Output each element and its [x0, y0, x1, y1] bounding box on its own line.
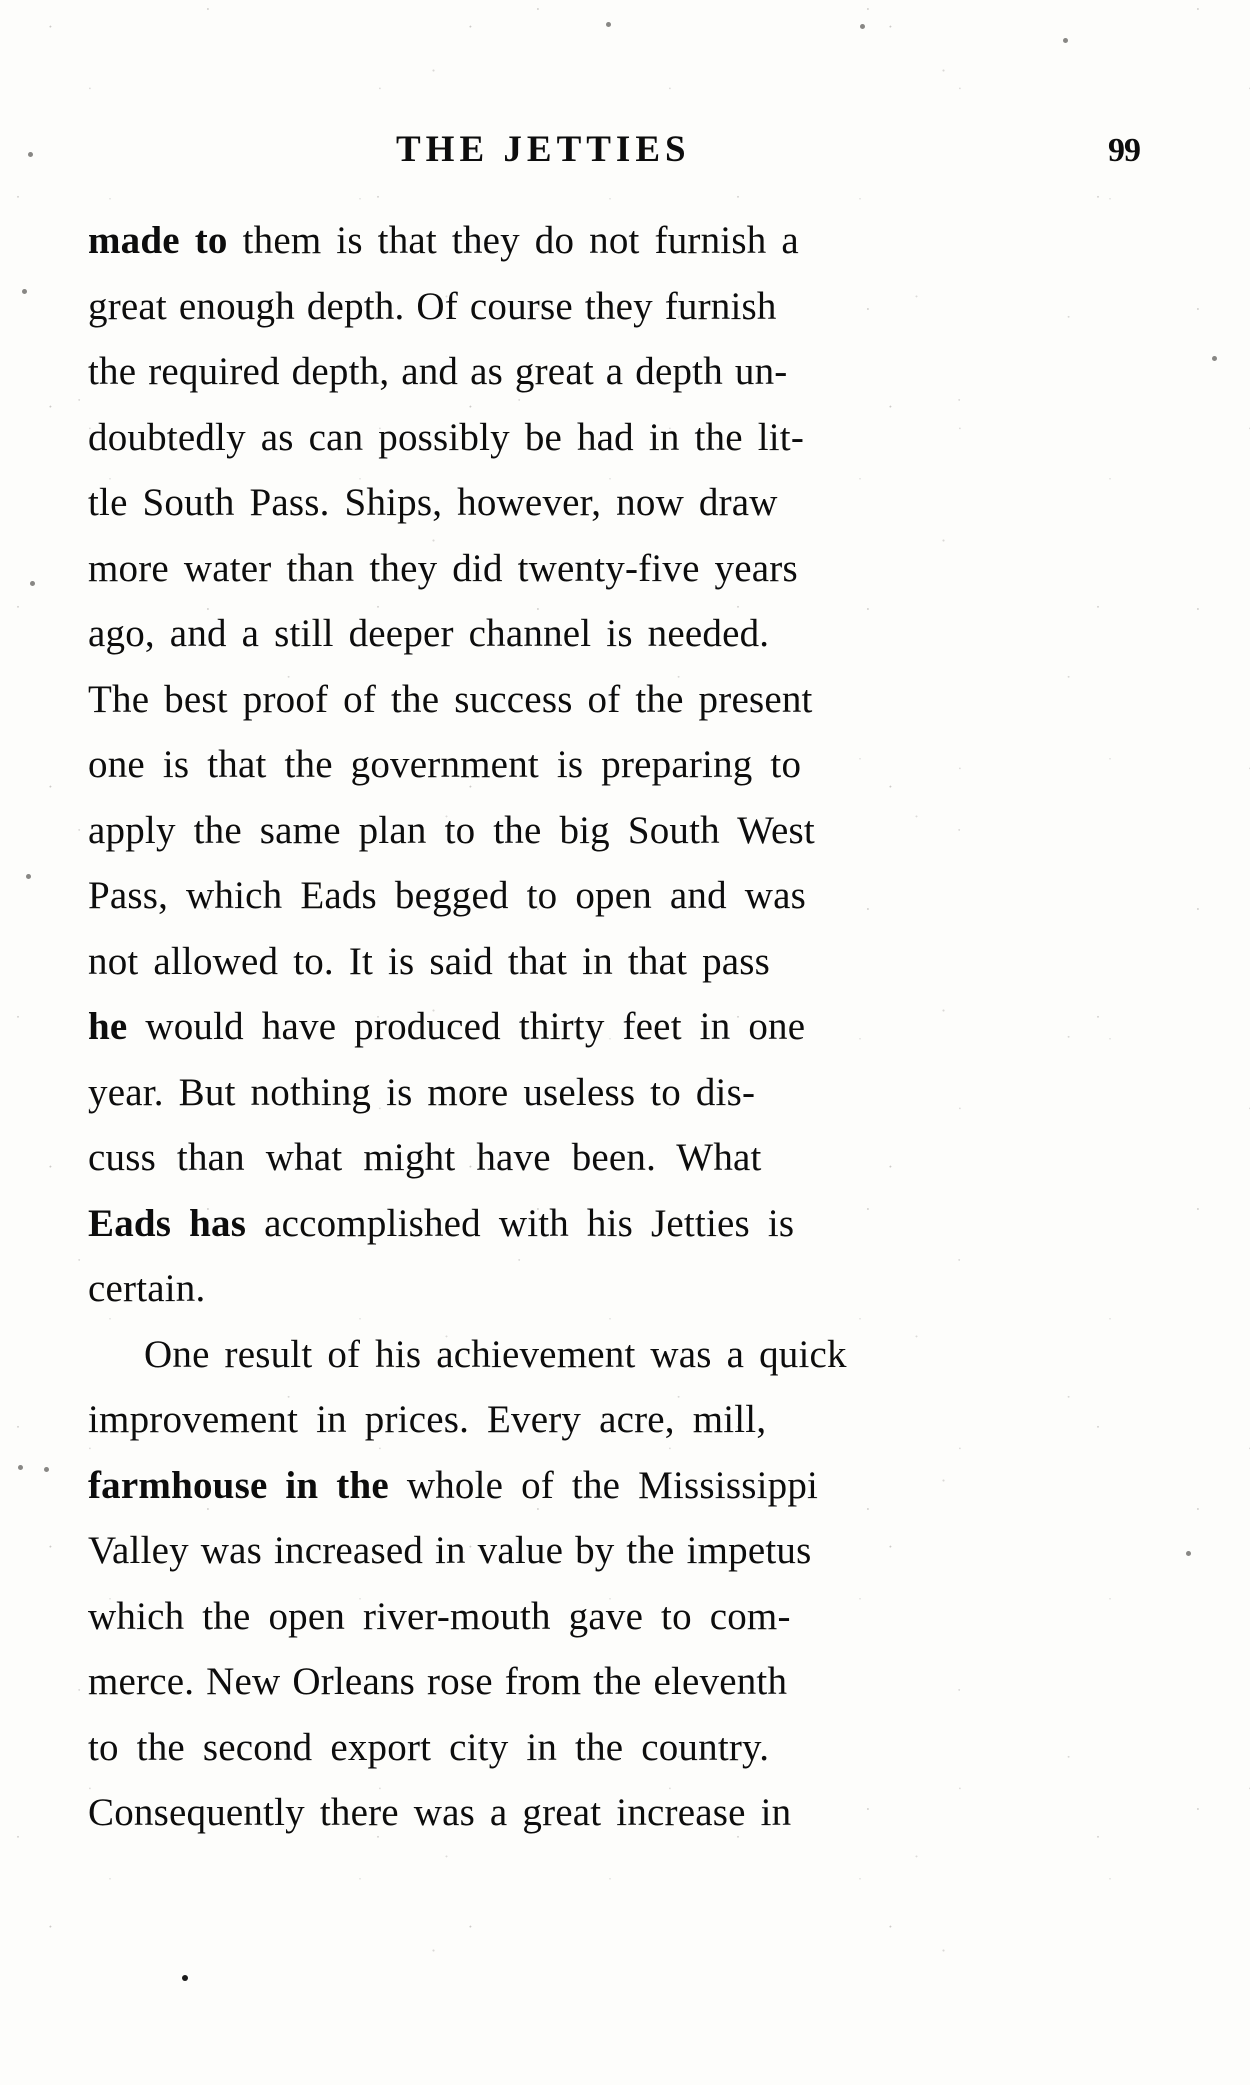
text-line: The best proof of the success of the present — [88, 677, 813, 721]
text-line: to the second export city in the country. — [88, 1725, 770, 1769]
text-line: year. But nothing is more useless to dis- — [88, 1070, 756, 1114]
text-line: the required depth, and as great a depth un- — [88, 350, 788, 393]
speck-mark — [22, 289, 27, 294]
body-text — [88, 208, 1098, 1846]
text-line: farmhouse in the whole of the Mississippi — [88, 1463, 819, 1507]
speck-mark — [28, 152, 33, 157]
text-line: Consequently there was a great increase in — [88, 1791, 792, 1834]
bold-run: farmhouse in the — [88, 1463, 407, 1507]
text-line: Pass, which Eads begged to open and was — [88, 874, 807, 917]
page-number: 99 — [1108, 132, 1140, 169]
speck-mark — [1063, 38, 1068, 43]
bold-run: made to — [88, 219, 243, 262]
bold-run: he — [88, 1005, 146, 1048]
speck-mark — [44, 1467, 49, 1472]
speck-mark — [860, 24, 865, 29]
text-line: doubtedly as can possibly be had in the lit- — [88, 415, 805, 459]
page-header — [150, 128, 1140, 171]
text-line: ago, and a still deeper channel is needed. — [88, 612, 770, 655]
text-line: he would have produced thirty feet in one — [88, 1005, 806, 1048]
text-line: Valley was increased in value by the impetus — [88, 1529, 812, 1572]
text-line: improvement in prices. Every acre, mill, — [88, 1398, 767, 1441]
text-line: One result of his achievement was a quick — [144, 1332, 847, 1376]
speck-mark — [18, 1465, 23, 1470]
footer-ink-dot — [182, 1975, 188, 1981]
text-line: not allowed to. It is said that in that pass — [88, 939, 771, 983]
running-head: THE JETTIES — [396, 129, 691, 170]
speck-mark — [606, 22, 611, 27]
text-line: apply the same plan to the big South West — [88, 808, 815, 852]
text-line: great enough depth. Of course they furnish — [88, 284, 777, 328]
text-line: more water than they did twenty-five years — [88, 546, 798, 590]
bold-run: Eads has — [88, 1201, 265, 1245]
text-line: made to them is that they do not furnish a — [88, 219, 799, 262]
speck-mark — [1186, 1551, 1191, 1556]
text-line: merce. New Orleans rose from the eleventh — [88, 1660, 788, 1703]
text-line: cuss than what might have been. What — [88, 1136, 762, 1179]
text-line: certain. — [88, 1267, 206, 1310]
text-line: Eads has accomplished with his Jetties is — [88, 1201, 795, 1245]
speck-mark — [30, 581, 35, 586]
text-line: tle South Pass. Ships, however, now draw — [88, 481, 778, 524]
text-line: one is that the government is preparing to — [88, 743, 802, 786]
text-line: which the open river-mouth gave to com- — [88, 1594, 791, 1638]
speck-mark — [26, 874, 31, 879]
speck-mark — [1212, 356, 1217, 361]
